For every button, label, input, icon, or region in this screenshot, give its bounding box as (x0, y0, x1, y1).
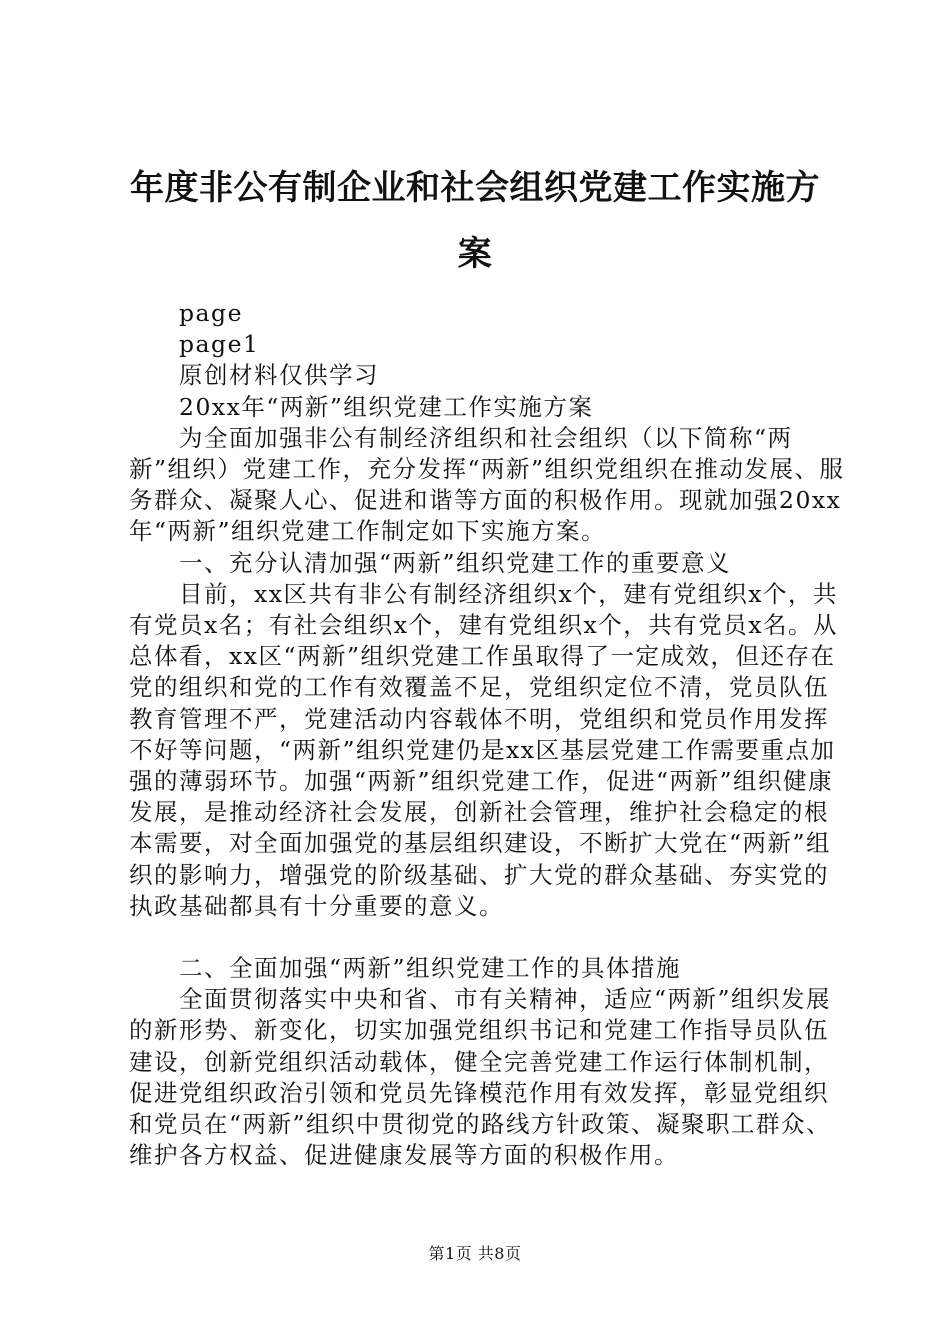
document-body (129, 298, 851, 1171)
section-1-paragraph: 目前，xx区共有非公有制经济组织x个，建有党组织x个，共有党员x名；有社会组织x个，建有党组织x个，共有党员x名。从总体看，xx区“两新”组织党建工作虽取得了一定成效，但还存在党的组织和党的工作有效覆盖不足，党组织定位不清，党员队伍教育管理不严，党建活动内容载体不明，党组织和党员作用发挥不好等问题，“两新”组织党建仍是xx区基层党建工作需要重点加强的薄弱环节。加强“两新”组织党建工作，促进“两新”组织健康发展，是推动经济社会发展，创新社会管理，维护社会稳定的根本需要，对全面加强党的基层组织建设，不断扩大党在“两新”组织的影响力，增强党的阶级基础、扩大党的群众基础、夯实党的执政基础都具有十分重要的意义。 (129, 579, 839, 920)
section-2-paragraph: 全面贯彻落实中央和省、市有关精神，适应“两新”组织发展的新形势、新变化，切实加强党组织书记和党建工作指导员队伍建设，创新党组织活动载体，健全完善党建工作运行体制机制，促进党组织政治引领和党员先锋模范作用有效发挥，彰显党组织和党员在“两新”组织中贯彻党的路线方针政策、凝聚职工群众、维护各方权益、促进健康发展等方面的积极作用。 (129, 985, 832, 1170)
paragraph-spacer (129, 922, 851, 953)
page1-marker-line: page1 (179, 330, 260, 359)
section-heading-2: 二、全面加强“两新”组织党建工作的具体措施 (179, 954, 682, 983)
intro-paragraph: 为全面加强非公有制经济组织和社会组织（以下简称“两新”组织）党建工作，充分发挥“两新”组织党组织在推动发展、服务群众、凝聚人心、促进和谐等方面的积极作用。现就加强20xx年“两新”组织党建工作制定如下实施方案。 (129, 423, 845, 546)
page-footer: 第1页 共8页 (428, 1244, 522, 1263)
page-marker-line: page (179, 299, 244, 327)
document-subtitle: 20xx年“两新”组织党建工作实施方案 (179, 392, 594, 421)
original-material-note: 原创材料仅供学习 (179, 361, 379, 390)
section-heading-1: 一、充分认清加强“两新”组织党建工作的重要意义 (179, 548, 732, 577)
document-title: 年度非公有制企业和社会组织党建工作实施方案 (130, 168, 820, 274)
